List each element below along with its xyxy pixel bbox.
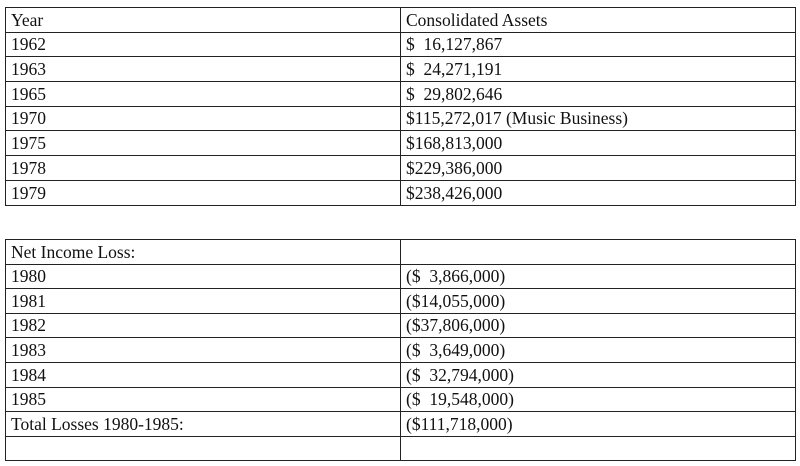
table-row: [6, 313, 796, 338]
year-cell: 1983: [6, 338, 401, 363]
consolidated-assets-table: [5, 7, 796, 206]
table-row: [6, 106, 796, 131]
assets-value-cell: $168,813,000: [401, 131, 796, 156]
loss-value-cell: ($ 19,548,000): [401, 387, 796, 412]
table-row: [6, 362, 796, 387]
table-row: [6, 57, 796, 82]
assets-value-cell: $ 16,127,867: [401, 32, 796, 57]
table-row: [6, 82, 796, 107]
loss-value-cell: ($37,806,000): [401, 313, 796, 338]
assets-value-cell: $ 24,271,191: [401, 57, 796, 82]
empty-header-cell: [401, 240, 796, 265]
table-row: [6, 156, 796, 181]
assets-value-cell: $229,386,000: [401, 156, 796, 181]
table-row: [6, 289, 796, 314]
table-row: [6, 387, 796, 412]
total-row: [6, 412, 796, 437]
loss-value-cell: ($ 3,866,000): [401, 264, 796, 289]
net-income-loss-header: Net Income Loss:: [6, 240, 401, 265]
year-cell: 1965: [6, 82, 401, 107]
year-header: Year: [6, 8, 401, 33]
year-cell: 1963: [6, 57, 401, 82]
consolidated-assets-header: Consolidated Assets: [401, 8, 796, 33]
empty-row: [6, 436, 796, 461]
year-cell: 1979: [6, 180, 401, 205]
year-cell: 1984: [6, 362, 401, 387]
year-cell: 1981: [6, 289, 401, 314]
year-cell: 1982: [6, 313, 401, 338]
assets-value-cell: $115,272,017 (Music Business): [401, 106, 796, 131]
empty-cell: [6, 436, 401, 461]
total-losses-value: ($111,718,000): [401, 412, 796, 437]
table-row: [6, 264, 796, 289]
loss-value-cell: ($ 3,649,000): [401, 338, 796, 363]
assets-value-cell: $ 29,802,646: [401, 82, 796, 107]
table-header-row: [6, 240, 796, 265]
empty-cell: [401, 436, 796, 461]
year-cell: 1978: [6, 156, 401, 181]
table-header-row: [6, 8, 796, 33]
year-cell: 1980: [6, 264, 401, 289]
table-row: [6, 32, 796, 57]
table-row: [6, 180, 796, 205]
total-losses-label: Total Losses 1980-1985:: [6, 412, 401, 437]
loss-value-cell: ($14,055,000): [401, 289, 796, 314]
table-row: [6, 338, 796, 363]
loss-value-cell: ($ 32,794,000): [401, 362, 796, 387]
year-cell: 1975: [6, 131, 401, 156]
year-cell: 1985: [6, 387, 401, 412]
net-income-loss-table: [5, 239, 796, 461]
year-cell: 1970: [6, 106, 401, 131]
year-cell: 1962: [6, 32, 401, 57]
assets-value-cell: $238,426,000: [401, 180, 796, 205]
table-row: [6, 131, 796, 156]
